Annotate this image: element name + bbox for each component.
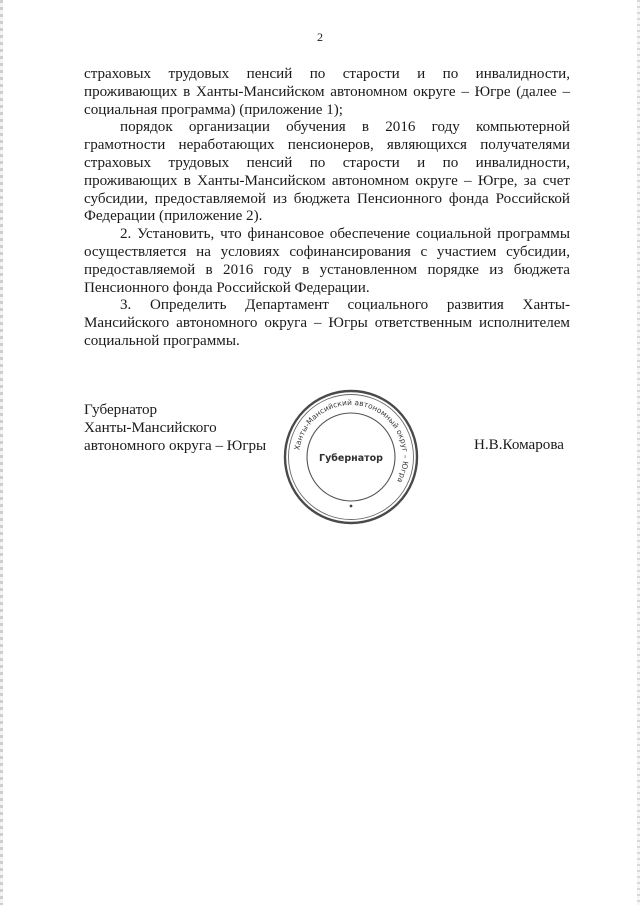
official-seal (282, 388, 420, 526)
signer-title-line-2: Ханты-Мансийского (84, 420, 217, 436)
paragraph-3: 2. Установить, что финансовое обеспечение социальной программы осуществляется на условиях софинансирования с участием субсидии, предоставляемой в 2016 году в установленном порядке из бюджета Пенсионного фонда Российской Федерации. (84, 226, 570, 296)
signer-name: Н.В.Комарова (474, 437, 564, 453)
paragraph-4: 3. Определить Департамент социального развития Ханты-Мансийского автономного округа – Югры ответственным исполнителем социальной программы. (84, 297, 570, 349)
signer-title-line-1: Губернатор (84, 402, 158, 418)
document-body (84, 66, 570, 351)
signer-title-line-3: автономного округа – Югры (84, 438, 267, 454)
signature-block (84, 401, 266, 455)
scan-edge-left (0, 0, 3, 905)
seal-ring-text: Ханты-Мансийский автономный округ – Югра (292, 397, 411, 485)
paragraph-2: порядок организации обучения в 2016 году компьютерной грамотности неработающих пенсионеров, являющихся получателями страховых трудовых пенсий по старости и по инвалидности, проживающих в Ханты-Мансийском автономном округе – Югре, за счет субсидии, предоставляемой из бюджета Пенсионного фонда Российской Федерации (приложение 2). (84, 119, 570, 225)
seal-center-text: Губернатор (319, 453, 383, 464)
page-number: 2 (317, 30, 323, 44)
seal-dot-mark (350, 505, 353, 508)
paragraph-1: страховых трудовых пенсий по старости и по инвалидности, проживающих в Ханты-Мансийском автономном округе – Югре (далее – социальная программа) (приложение 1); (84, 66, 570, 118)
seal-graphic (282, 388, 420, 526)
